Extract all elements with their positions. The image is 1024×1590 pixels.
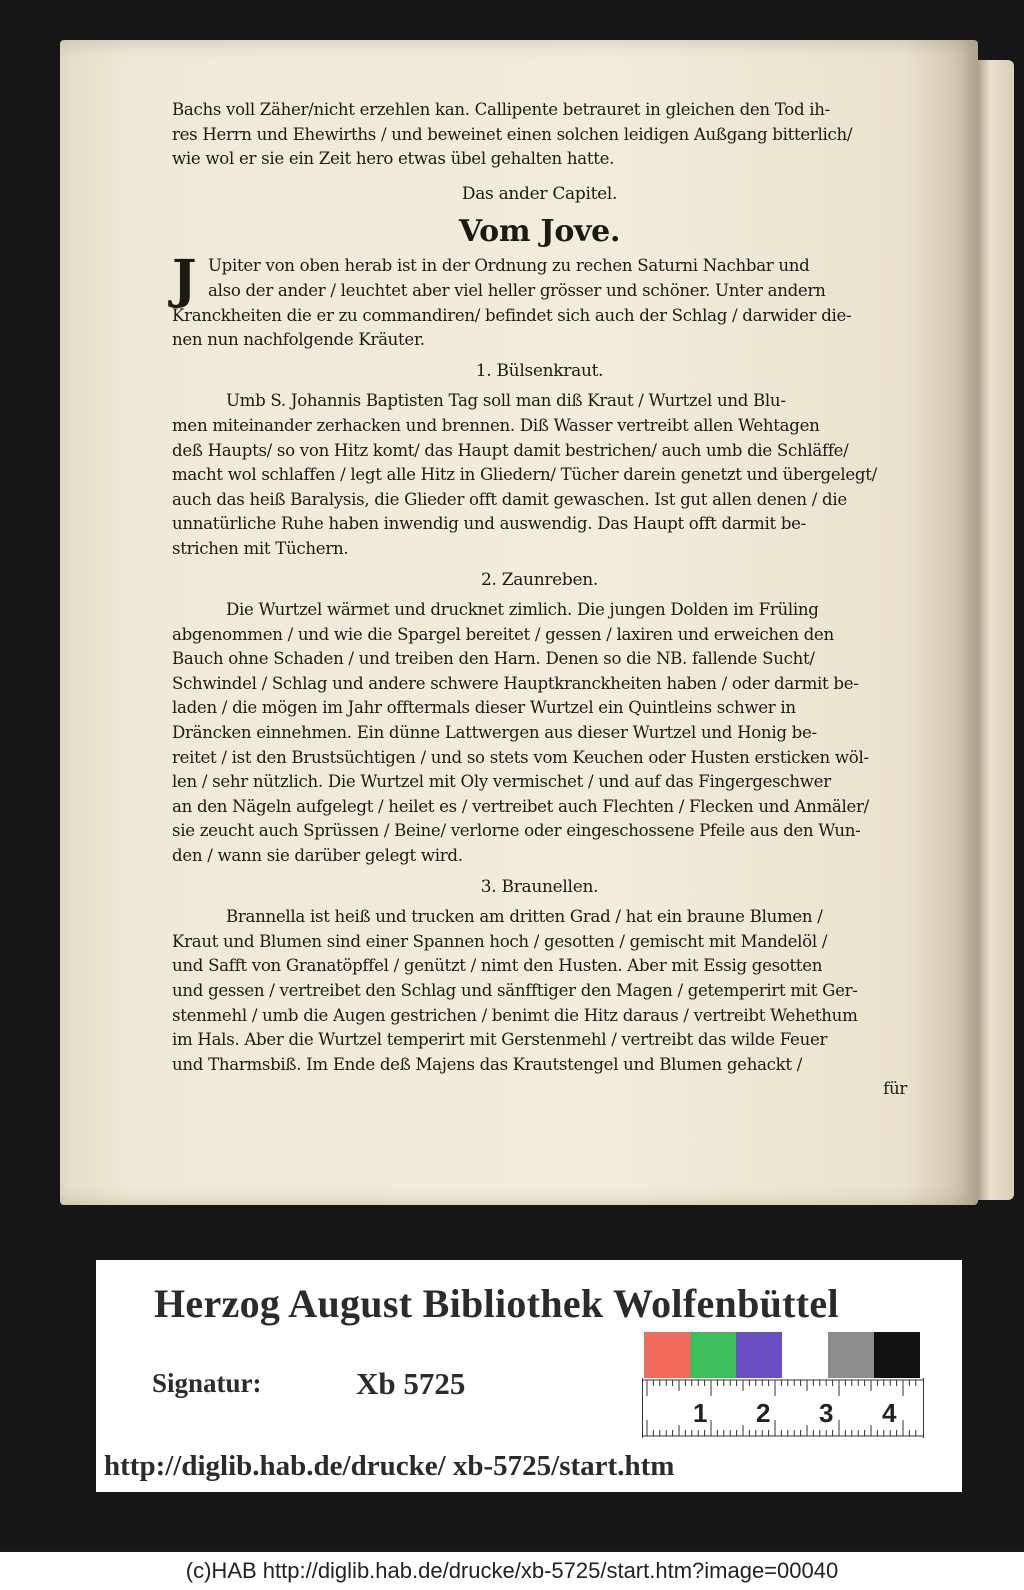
text-line: deß Haupts/ so von Hitz komt/ das Haupt damit bestrichen/ auch umb die Schläffe/ xyxy=(172,440,849,460)
text-line: men miteinander zerhacken und brennen. Diß Wasser vertreibt allen Wehtagen xyxy=(172,415,820,435)
swatch-gray xyxy=(828,1332,874,1378)
chapter-title: Vom Jove. xyxy=(458,214,621,250)
text-line: Schwindel / Schlag und andere schwere Hauptkranckheiten haben / oder darmit be- xyxy=(172,673,859,693)
text-line: den / wann sie darüber gelegt wird. xyxy=(172,846,463,866)
chapter-label: Das ander Capitel. xyxy=(461,183,618,204)
text-line: stenmehl / umb die Augen gestrichen / benimt die Hitz daraus / vertreibt Wehethum xyxy=(172,1005,858,1025)
section-heading-bulsenkraut: 1. Bülsenkraut. xyxy=(475,360,604,381)
text-line: und Tharmsbiß. Im Ende deß Majens das Krautstengel und Blumen gehackt / xyxy=(172,1054,803,1074)
swatch-red xyxy=(644,1332,690,1378)
text-line: Die Wurtzel wärmet und drucknet zimlich. Die jungen Dolden im Früling xyxy=(226,600,819,620)
facing-page-edge xyxy=(974,60,1014,1200)
text-line: res Herrn und Ehewirths / und beweinet einen solchen leidigen Außgang bitterlich/ xyxy=(172,124,853,144)
text-line: an den Nägeln aufgelegt / heilet es / vertreibet auch Flechten / Flecken und Anmäler/ xyxy=(172,796,869,816)
text-line: auch das heiß Baralysis, die Glieder offt damit gewaschen. Ist gut allen denen / die xyxy=(172,489,847,509)
swatch-white xyxy=(782,1332,828,1378)
text-line: und gessen / vertreibet den Schlag und sänfftiger den Magen / getemperirt mit Ger- xyxy=(172,981,858,1000)
book-page xyxy=(60,40,978,1205)
text-line: wie wol er sie ein Zeit hero etwas übel gehalten hatte. xyxy=(172,149,615,169)
ruler-ticks xyxy=(643,1378,923,1438)
section-heading-zaunreben: 2. Zaunreben. xyxy=(480,569,599,590)
ruler-number: 2 xyxy=(756,1398,771,1428)
text-line: Dräncken einnehmen. Ein dünne Lattwergen aus dieser Wurtzel und Honig be- xyxy=(172,723,817,743)
section-zaunreben xyxy=(172,598,907,869)
text-line: sie zeucht auch Sprüssen / Beine/ verlorne oder eingeschossene Pfeile aus den Wun- xyxy=(172,821,861,841)
text-line: len / sehr nützlich. Die Wurtzel mit Oly vermischet / und auf das Fingergeschwer xyxy=(172,772,831,792)
section-heading-braunellen: 3. Braunellen. xyxy=(480,876,599,897)
text-line: reitet / ist den Brustsüchtigen / und so stets vom Keuchen oder Husten ersticken wöl- xyxy=(172,747,869,767)
library-card xyxy=(96,1260,962,1492)
page-text xyxy=(172,98,907,1102)
text-line: also der ander / leuchtet aber viel heller grösser und schöner. Unter andern xyxy=(208,280,826,300)
ruler-number: 4 xyxy=(882,1398,897,1428)
text-line: Kranckheiten die er zu commandiren/ befindet sich auch der Schlag / darwider die- xyxy=(172,305,852,325)
text-line: Kraut und Blumen sind einer Spannen hoch / gesotten / gemischt mit Mandelöl / xyxy=(172,931,828,951)
text-line: Brannella ist heiß und trucken am dritten Grad / hat ein braune Blumen / xyxy=(226,907,823,927)
text-line: und Safft von Granatöpffel / genützt / nimt den Husten. Aber mit Essig gesotten xyxy=(172,956,823,976)
jove-paragraph xyxy=(172,249,907,352)
text-line: abgenommen / und wie die Spargel bereitet / gessen / laxiren und erweichen den xyxy=(172,624,834,644)
text-line: laden / die mögen im Jahr offtermals dieser Wurtzel ein Quintleins schwer in xyxy=(172,698,796,718)
section-braunellen xyxy=(172,905,907,1077)
copyright-footer: (c)HAB http://diglib.hab.de/drucke/xb-5725/start.htm?image=00040 xyxy=(0,1552,1024,1590)
text-line: Umb S. Johannis Baptisten Tag soll man diß Kraut / Wurtzel und Blu- xyxy=(226,391,786,411)
drop-capital: J xyxy=(172,249,197,311)
signature-value: Xb 5725 xyxy=(356,1366,466,1401)
ruler-number: 1 xyxy=(693,1398,708,1428)
text-line: macht wol schlaffen / legt alle Hitz in Gliedern/ Tücher darein genetzt und übergelegt/ xyxy=(172,465,877,485)
scale-ruler xyxy=(642,1378,924,1438)
library-name: Herzog August Bibliothek Wolfenbüttel xyxy=(154,1281,839,1326)
swatch-purple xyxy=(736,1332,782,1378)
swatch-black xyxy=(874,1332,920,1378)
text-line: Bauch ohne Schaden / und treiben den Harn. Denen so die NB. fallende Sucht/ xyxy=(172,649,815,669)
text-line: strichen mit Tüchern. xyxy=(172,538,349,558)
signature-label: Signatur: xyxy=(152,1368,262,1398)
catchword: für xyxy=(883,1079,907,1099)
text-line: nen nun nachfolgende Kräuter. xyxy=(172,330,425,350)
color-calibration-strip xyxy=(644,1332,920,1378)
intro-paragraph xyxy=(172,98,907,172)
text-line: Upiter von oben herab ist in der Ordnung zu rechen Saturni Nachbar und xyxy=(208,256,810,276)
swatch-green xyxy=(690,1332,736,1378)
text-line: unnatürliche Ruhe haben inwendig und auswendig. Das Haupt offt darmit be- xyxy=(172,514,806,534)
section-bulsenkraut xyxy=(172,389,907,561)
text-line: Bachs voll Zäher/nicht erzehlen kan. Callipente betrauret in gleichen den Tod ih- xyxy=(172,100,830,119)
ruler-number: 3 xyxy=(819,1398,834,1428)
document-url: http://diglib.hab.de/drucke/ xb-5725/start.htm xyxy=(104,1450,675,1482)
text-line: im Hals. Aber die Wurtzel temperirt mit Gerstenmehl / vertreibt das wilde Feuer xyxy=(172,1030,828,1050)
